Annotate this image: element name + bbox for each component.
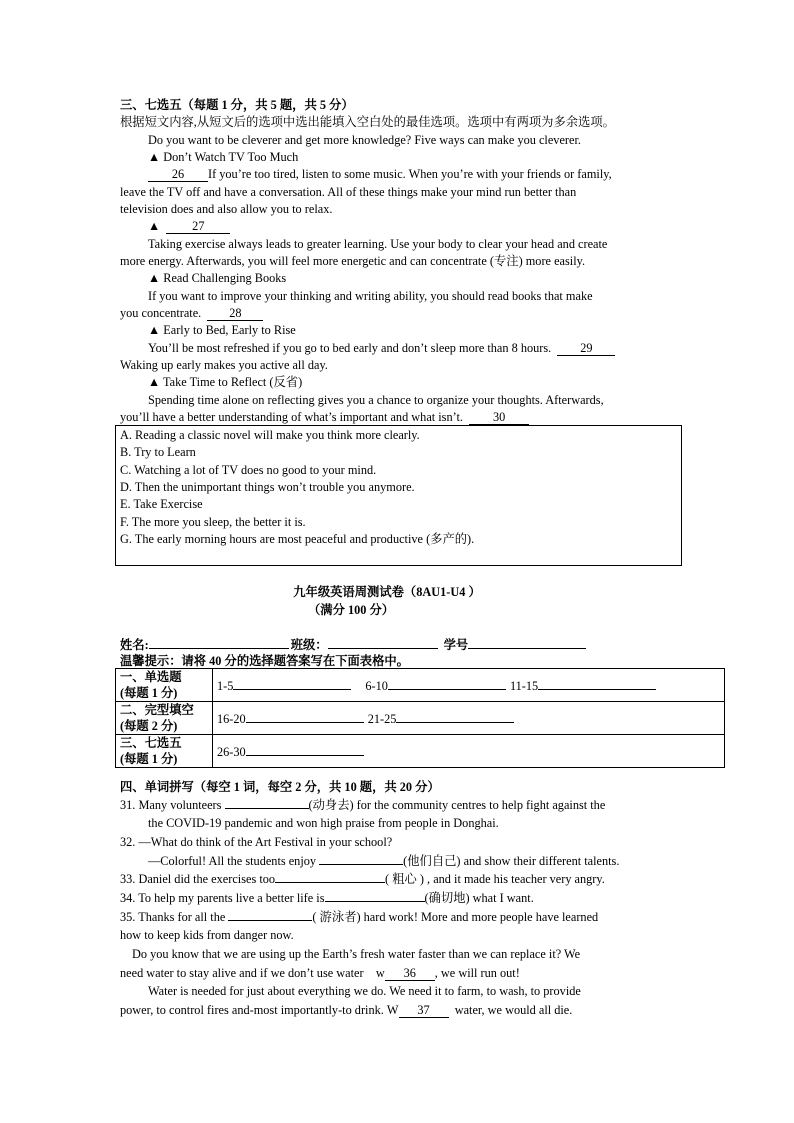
section3-instruction: 根据短文内容,从短文后的选项中选出能填入空白处的最佳选项。选项中有两项为多余选项。 — [120, 115, 615, 129]
section3-title: 三、七选五（每题 1 分，共 5 题，共 5 分） — [120, 98, 354, 112]
option-c: C. Watching a lot of TV does no good to your mind. — [120, 463, 377, 477]
answer-field-16-20[interactable] — [246, 710, 364, 723]
heading-books: ▲ Read Challenging Books — [148, 271, 287, 285]
heading-tv: ▲ Don’t Watch TV Too Much — [148, 150, 299, 164]
table-row — [116, 735, 725, 768]
question-26-line: 26 If you’re too tired, listen to some music. When you’re with your friends or family, — [148, 166, 612, 182]
answer-cells: 16-20 21-25 — [213, 702, 725, 735]
blank-26[interactable]: 26 — [148, 168, 208, 182]
paragraph-line: Taking exercise always leads to greater learning. Use your body to clear your head and create — [148, 237, 608, 251]
blank-31[interactable] — [225, 808, 309, 809]
heading-reflect: ▲ Take Time to Reflect (反省) — [148, 375, 303, 389]
blank-30[interactable]: 30 — [469, 411, 529, 425]
answer-field-26-30[interactable] — [246, 743, 364, 756]
option-g: G. The early morning hours are most peaceful and productive (多产的). — [120, 532, 475, 546]
answer-field-1-5[interactable] — [233, 677, 351, 690]
paragraph-line: how to keep kids from danger now. — [120, 928, 294, 942]
question-34: 34. To help my parents live a better life is (确切地) what I want. — [120, 891, 534, 905]
blank-35[interactable] — [228, 920, 312, 921]
blank-28[interactable]: 28 — [207, 307, 263, 321]
answer-cells: 26-30 — [213, 735, 725, 768]
question-37-line: power, to control fires and-most importantly-to drink. W 37 water, we would all die. — [120, 1003, 573, 1017]
table-row — [116, 702, 725, 735]
question-33: 33. Daniel did the exercises too ( 粗心 ) , and it made his teacher very angry. — [120, 872, 605, 886]
option-a: A. Reading a classic novel will make you think more clearly. — [120, 428, 420, 442]
paragraph-line: leave the TV off and have a conversation. All of these things make your mind run better than — [120, 185, 577, 199]
heading-27: ▲ 27 — [148, 218, 230, 234]
question-32: 32. —What do think of the Art Festival in your school? — [120, 835, 393, 849]
answer-field-11-15[interactable] — [538, 677, 656, 690]
paragraph-line: television does and also allow you to relax. — [120, 202, 333, 216]
paragraph-line: more energy. Afterwards, you will feel more energetic and can concentrate (专注) more easily. — [120, 254, 586, 268]
paragraph-line: the COVID-19 pandemic and won high praise from people in Donghai. — [148, 816, 499, 830]
paragraph-line: If you want to improve your thinking and writing ability, you should read books that make — [148, 289, 593, 303]
intro-paragraph: Do you want to be cleverer and get more knowledge? Five ways can make you cleverer. — [148, 133, 581, 147]
question-29-line: You’ll be most refreshed if you go to bed early and don’t sleep more than 8 hours. 29 — [148, 340, 615, 356]
answer-field-6-10[interactable] — [388, 677, 506, 690]
heading-early: ▲ Early to Bed, Early to Rise — [148, 323, 296, 337]
blank-32[interactable] — [319, 864, 403, 865]
blank-36[interactable]: 36 — [385, 967, 435, 981]
student-info-row: 姓名: 班级： 学号 — [120, 636, 586, 653]
blank-34[interactable] — [325, 901, 425, 902]
option-d: D. Then the unimportant things won’t trouble you anymore. — [120, 480, 415, 494]
blank-37[interactable]: 37 — [399, 1004, 449, 1018]
option-e: E. Take Exercise — [120, 497, 203, 511]
question-35: 35. Thanks for all the ( 游泳者) hard work! More and more people have learned — [120, 910, 599, 924]
paragraph-line: Waking up early makes you active all day. — [120, 358, 328, 372]
exam-title: 九年级英语周测试卷（8AU1-U4 ） — [293, 585, 481, 599]
question-28-line: you concentrate. 28 — [120, 305, 263, 321]
row-label: 三、七选五 (每题 1 分) — [116, 735, 213, 768]
row-label: 二、完型填空 (每题 2 分) — [116, 702, 213, 735]
blank-27[interactable]: 27 — [166, 220, 230, 234]
class-field[interactable] — [328, 636, 438, 649]
student-id-field[interactable] — [468, 636, 586, 649]
question-32-answer: —Colorful! All the students enjoy (他们自己) and show their different talents. — [148, 854, 620, 868]
question-30-line: you’ll have a better understanding of what’s important and what isn’t. 30 — [120, 409, 529, 425]
row-label: 一、单选题 (每题 1 分) — [116, 669, 213, 702]
option-f: F. The more you sleep, the better it is. — [120, 515, 306, 529]
answer-cells: 1-5 6-10 11-15 — [213, 669, 725, 702]
paragraph-line: Spending time alone on reflecting gives you a chance to organize your thoughts. Afterwards, — [148, 393, 604, 407]
passage-line: Water is needed for just about everything we do. We need it to farm, to wash, to provide — [148, 984, 581, 998]
answer-field-21-25[interactable] — [396, 710, 514, 723]
exam-score: （满分 100 分） — [308, 603, 395, 617]
question-31: 31. Many volunteers (动身去) for the community centres to help fight against the — [120, 798, 606, 812]
section4-title: 四、单词拼写（每空 1 词，每空 2 分，共 10 题，共 20 分） — [120, 780, 440, 794]
question-36-line: need water to stay alive and if we don’t use water w 36 , we will run out! — [120, 966, 520, 980]
blank-29[interactable]: 29 — [557, 342, 615, 356]
name-field[interactable] — [149, 636, 289, 649]
blank-33[interactable] — [275, 882, 385, 883]
answer-table — [115, 668, 725, 768]
option-b: B. Try to Learn — [120, 445, 196, 459]
table-row — [116, 669, 725, 702]
exam-tip: 温馨提示：请将 40 分的选择题答案写在下面表格中。 — [120, 654, 409, 668]
passage-line: Do you know that we are using up the Earth’s fresh water faster than we can replace it? We — [132, 947, 581, 961]
